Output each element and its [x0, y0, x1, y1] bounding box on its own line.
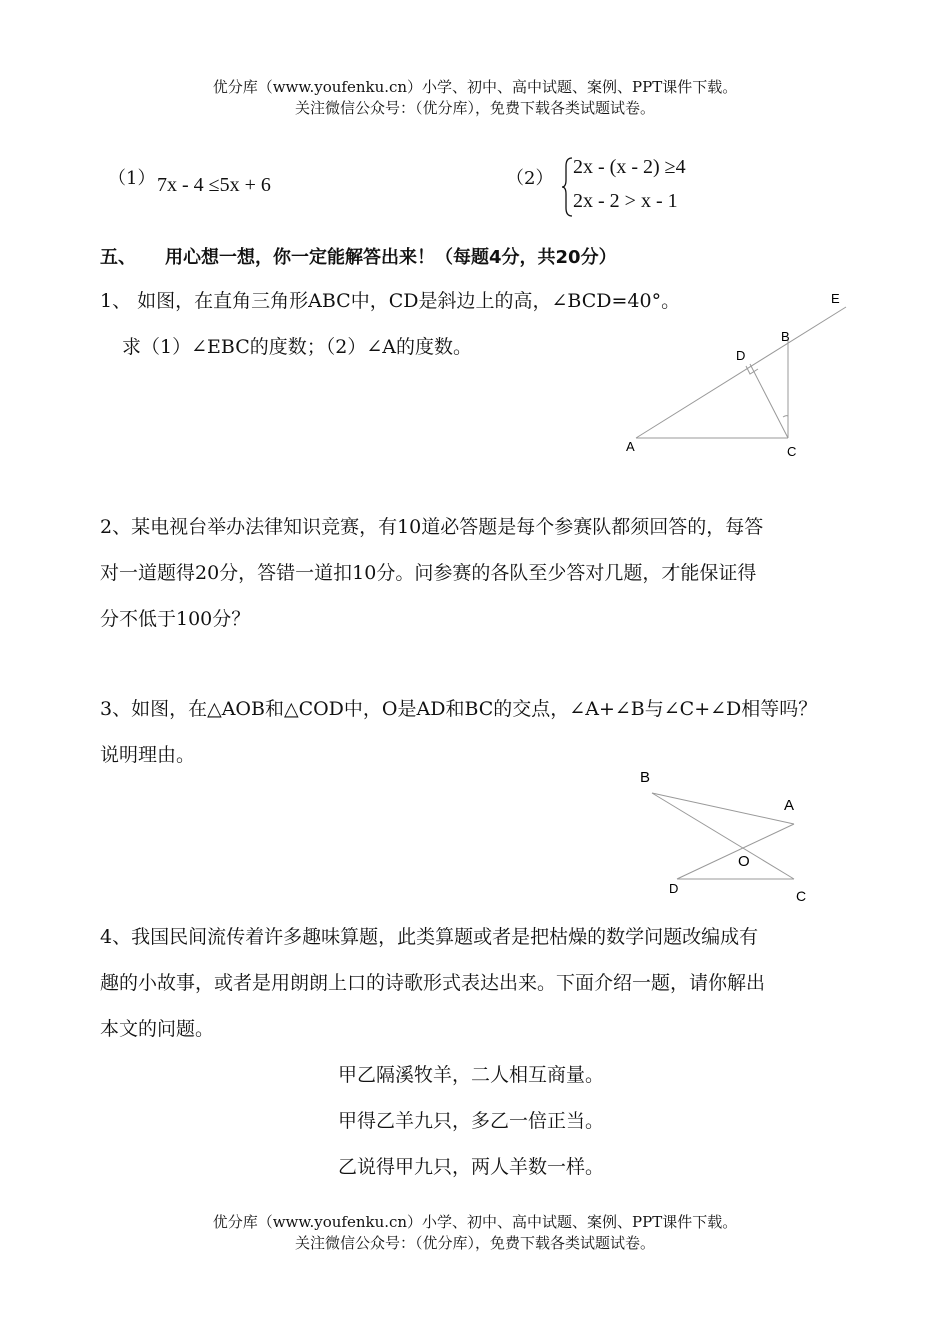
problem-3-line-1: 3、如图，在△AOB和△COD中，O是AD和BC的交点，∠A+∠B与∠C+∠D相等吗？: [100, 698, 818, 720]
problem-3-triangles-figure: [620, 760, 820, 910]
label-O: O: [738, 853, 750, 870]
angle-mark-C: [783, 416, 788, 417]
line-B-C: [652, 793, 794, 879]
header-line-1: 优分库（www.youfenku.cn）小学、初中、高中试题、案例、PPT课件下载。: [212, 78, 738, 96]
footer-line-1: 优分库（www.youfenku.cn）小学、初中、高中试题、案例、PPT课件下载。: [212, 1213, 738, 1231]
footer-line-2: 关注微信公众号：（优分库），免费下载各类试题试卷。: [294, 1234, 655, 1252]
label-C: C: [787, 444, 797, 459]
problem-4-line-1: 4、我国民间流传着许多趣味算题，此类算题或者是把枯燥的数学问题改编成有: [100, 926, 759, 948]
label-A: A: [784, 797, 795, 814]
label-A: A: [626, 439, 635, 454]
line-C-D: [750, 364, 788, 438]
line-A-D: [677, 824, 794, 879]
problem-1-line-1: 1、 如图，在直角三角形ABC中，CD是斜边上的高，∠BCD=40°。: [100, 290, 681, 312]
problem-1-line-2: 求（1）∠EBC的度数；（2）∠A的度数。: [122, 336, 472, 358]
poem-line-1: 甲乙隔溪牧羊，二人相互商量。: [338, 1064, 605, 1086]
label-B: B: [781, 329, 790, 344]
poem-line-3: 乙说得甲九只，两人羊数一样。: [338, 1156, 605, 1178]
problem-2-line-2: 对一道题得20分，答错一道扣10分。问参赛的各队至少答对几题，才能保证得: [100, 562, 757, 584]
inequality-1-label: （1）: [108, 168, 156, 189]
brace-icon: [560, 156, 574, 218]
poem-line-2: 甲得乙羊九只，多乙一倍正当。: [338, 1110, 605, 1132]
inequality-1-expression: 7x - 4 ≤5x + 6: [157, 174, 271, 196]
problem-2-line-3: 分不低于100分？: [100, 608, 251, 630]
inequality-2-line-2: 2x - 2 > x - 1: [573, 190, 678, 212]
inequality-2-line-1: 2x - (x - 2) ≥4: [573, 156, 686, 178]
line-A-E: [636, 307, 846, 438]
problem-1-triangle-figure: [600, 285, 870, 465]
line-B-A: [652, 793, 794, 824]
section-5-number: 五、: [100, 247, 136, 268]
label-D: D: [669, 881, 679, 896]
problem-4-line-2: 趣的小故事，或者是用朗朗上口的诗歌形式表达出来。下面介绍一题，请你解出: [100, 972, 766, 994]
label-C: C: [796, 888, 807, 904]
section-5-title: 用心想一想，你一定能解答出来！（每题4分，共20分）: [165, 247, 617, 268]
inequality-2-label: （2）: [506, 168, 554, 189]
header-line-2: 关注微信公众号：（优分库），免费下载各类试题试卷。: [294, 99, 655, 117]
problem-2-line-1: 2、某电视台举办法律知识竞赛，有10道必答题是每个参赛队都须回答的，每答: [100, 516, 764, 538]
label-D: D: [736, 348, 746, 363]
problem-3-line-2: 说明理由。: [100, 744, 196, 766]
label-B: B: [640, 769, 651, 786]
problem-4-line-3: 本文的问题。: [100, 1018, 215, 1040]
label-E: E: [831, 291, 840, 306]
